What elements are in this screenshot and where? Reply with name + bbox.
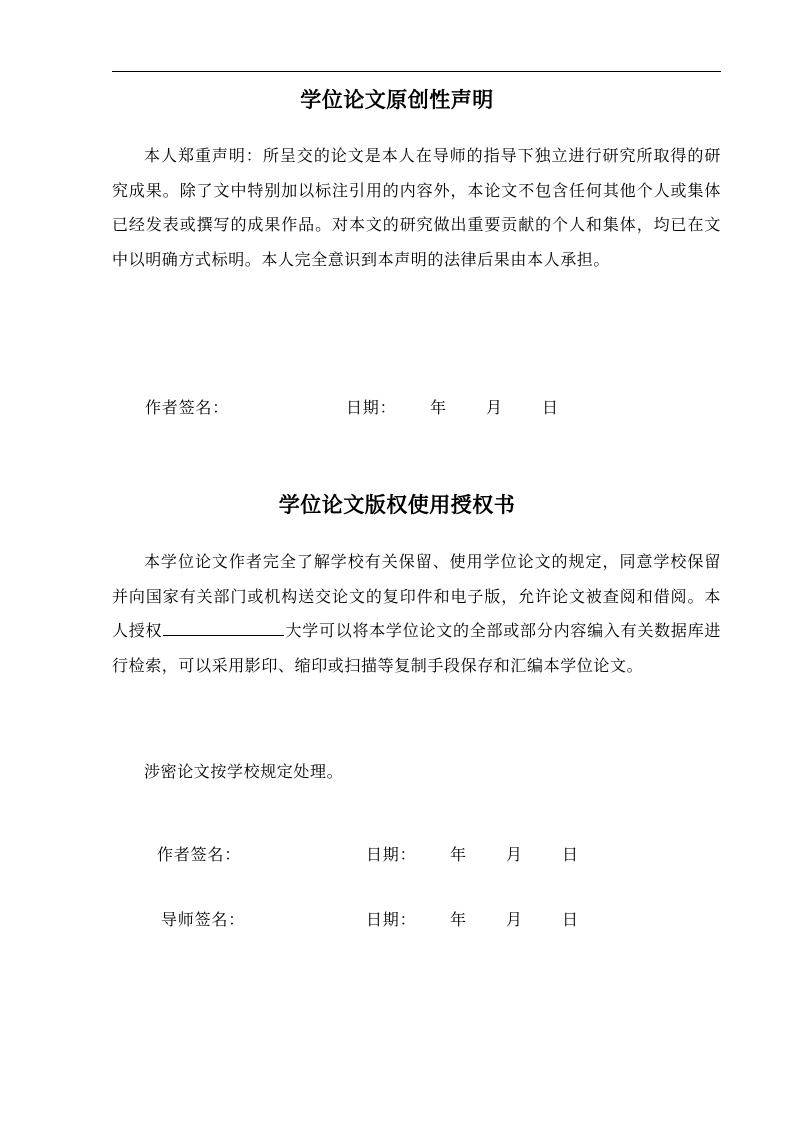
declaration-year-label: 年: [430, 398, 447, 417]
declaration-month-label: 月: [486, 398, 503, 417]
authorization-author-month-label: 月: [506, 845, 523, 864]
authorization-author-signature-label: 作者签名：: [157, 845, 242, 864]
authorization-body-part2: 大学可以将本学位论文的全部或部分内容编入有关数据库进行检索，可以采用影印、缩印或扫描等复制手段保存和汇编本学位论文。: [112, 621, 721, 675]
authorization-body-part1: 本学位论文作者完全了解学校有关保留、使用学位论文的规定，同意学校保留并向国家有关部门或机构送交论文的复印件和电子版，允许论文被查阅和借阅。本人授权: [112, 552, 721, 640]
authorization-advisor-year-label: 年: [450, 910, 467, 929]
confidential-note: 涉密论文按学校规定处理。: [144, 762, 344, 781]
declaration-author-signature-label: 作者签名：: [145, 398, 230, 417]
authorization-body: [112, 545, 721, 683]
declaration-title: 学位论文原创性声明: [300, 87, 494, 112]
declaration-day-label: 日: [542, 398, 559, 417]
authorization-author-year-label: 年: [450, 845, 467, 864]
authorization-author-date-label: 日期：: [366, 845, 417, 864]
authorization-title: 学位论文版权使用授权书: [278, 492, 516, 517]
header-rule: [112, 71, 721, 72]
authorization-advisor-date-label: 日期：: [366, 910, 417, 929]
authorization-advisor-month-label: 月: [506, 910, 523, 929]
declaration-body: 本人郑重声明：所呈交的论文是本人在导师的指导下独立进行研究所取得的研究成果。除了文中特别加以标注引用的内容外，本论文不包含任何其他个人或集体已经发表或撰写的成果作品。对本文的研究做出重要贡献的个人和集体，均已在文中以明确方式标明。本人完全意识到本声明的法律后果由本人承担。: [112, 146, 721, 269]
declaration-date-label: 日期：: [346, 398, 397, 417]
authorization-advisor-signature-label: 导师签名：: [161, 910, 246, 929]
university-name-blank: [163, 621, 284, 636]
authorization-author-day-label: 日: [562, 845, 579, 864]
authorization-advisor-day-label: 日: [562, 910, 579, 929]
